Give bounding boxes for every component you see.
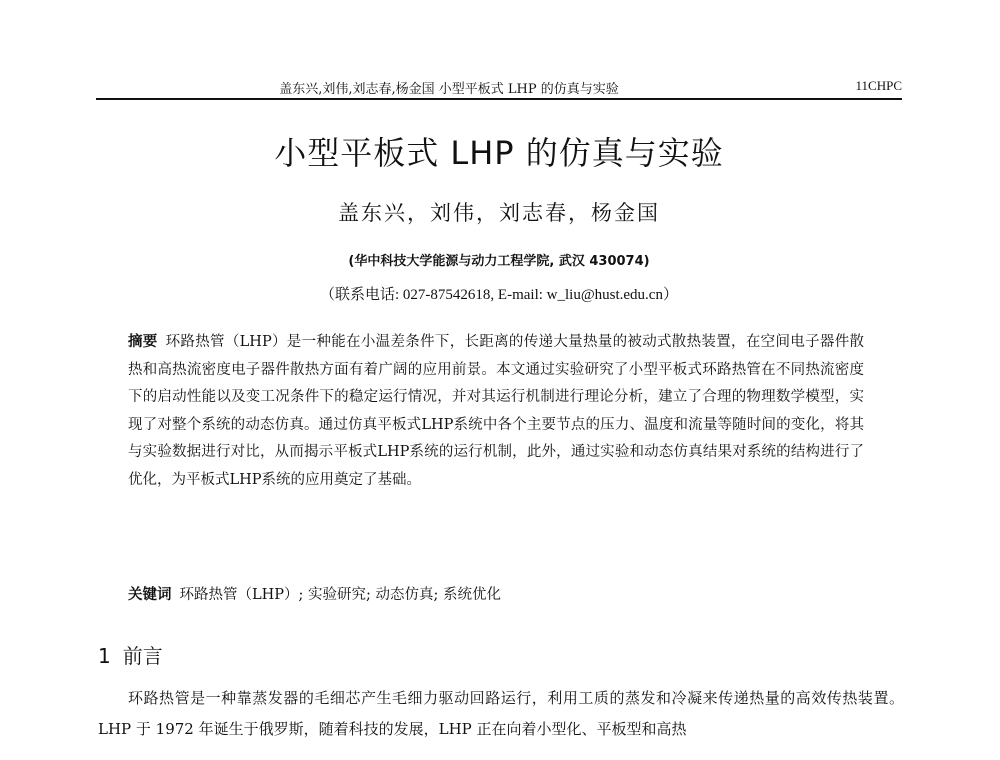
abstract	[128, 328, 864, 494]
keywords-label: 关键词	[128, 586, 172, 603]
paper-contact: （联系电话: 027-87542618, E-mail: w_liu@hust.edu.cn）	[320, 287, 678, 303]
running-title: 盖东兴,刘伟,刘志春,杨金国 小型平板式 LHP 的仿真与实验	[279, 82, 619, 97]
section-body: 环路热管是一种靠蒸发器的毛细芯产生毛细力驱动回路运行，利用工质的蒸发和冷凝来传递热量的高效传热装置。LHP 于 1972 年诞生于俄罗斯，随着科技的发展，LHP 正在向着小型化、平板型和高热	[98, 689, 904, 738]
running-header	[96, 76, 902, 100]
section-title: 前言	[122, 644, 163, 668]
paper-authors: 盖东兴，刘伟，刘志春，杨金国	[338, 201, 660, 225]
paper-title: 小型平板式 LHP 的仿真与实验	[274, 134, 724, 172]
abstract-text: 环路热管（LHP）是一种能在小温差条件下，长距离的传递大量热量的被动式散热装置，在空间电子器件散热和高热流密度电子器件散热方面有着广阔的应用前景。本文通过实验研究了小型平板式环路热管在不同热流密度下的启动性能以及变工况条件下的稳定运行情况，并对其运行机制进行理论分析，建立了合理的物理数学模型，实现了对整个系统的动态仿真。通过仿真平板式LHP系统中各个主要节点的压力、温度和流量等随时间的变化，将其与实验数据进行对比，从而揭示平板式LHP系统的运行机制，此外，通过实验和动态仿真结果对系统的结构进行了优化，为平板式LHP系统的应用奠定了基础。	[128, 334, 865, 488]
keywords	[128, 583, 864, 604]
section-heading	[98, 640, 163, 669]
section-number: 1	[98, 644, 111, 668]
conference-tag: 11CHPC	[855, 78, 902, 93]
keywords-text: 环路热管（LHP）; 实验研究; 动态仿真; 系统优化	[179, 587, 502, 603]
paper-affiliation: (华中科技大学能源与动力工程学院, 武汉 430074)	[348, 254, 650, 269]
abstract-label: 摘要	[128, 333, 158, 350]
